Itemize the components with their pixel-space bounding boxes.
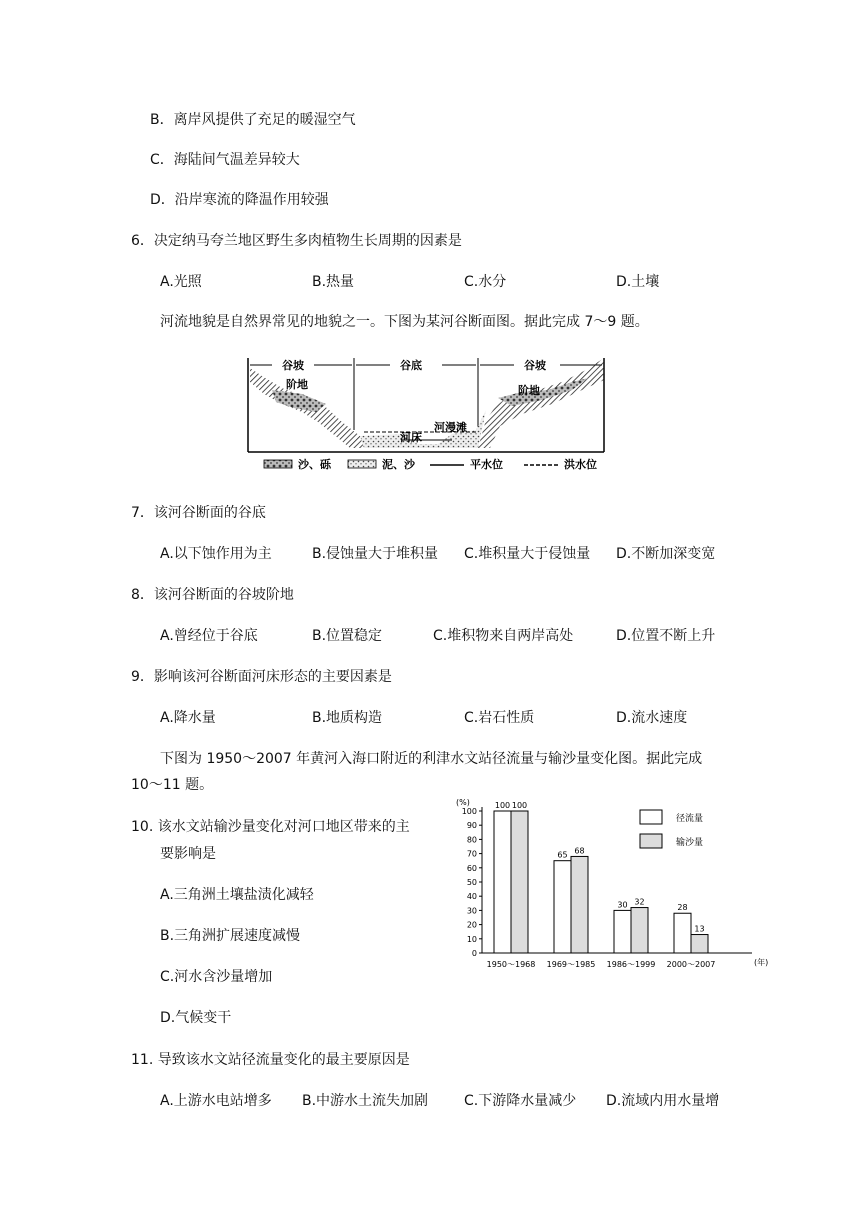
bar-value-label: 100: [494, 801, 511, 810]
legend-swatch-径流量: [640, 810, 662, 824]
bar-径流量: [614, 910, 631, 953]
q11-option-d: D.流域内用水量增: [606, 1093, 720, 1109]
label-right-terrace: 阶地: [518, 384, 540, 397]
q11-stem: 11. 导致该水文站径流量变化的最主要原因是: [131, 1052, 410, 1068]
river-valley-diagram: [242, 350, 612, 480]
y-axis-unit: (%): [456, 798, 470, 807]
q5-option-c: C．海陆间气温差异较大: [150, 152, 300, 168]
q10-stem-line2: 要影响是: [160, 846, 216, 862]
q6-option-d: D.土壤: [616, 274, 660, 290]
bar-value-label: 32: [634, 897, 645, 907]
legend-swatch-sand: [348, 460, 376, 468]
valley-floor-sediment: [360, 410, 486, 448]
label-floodplain: 河漫滩: [434, 421, 467, 434]
y-tick-label: 80: [466, 835, 477, 845]
intro-7-9: 河流地貌是自然界常见的地貌之一。下图为某河谷断面图。据此完成 7～9 题。: [160, 314, 649, 330]
label-valley-bottom: 谷底: [400, 359, 422, 372]
y-tick-label: 30: [466, 906, 477, 916]
y-tick-label: 60: [466, 863, 477, 873]
label-right-slope: 谷坡: [524, 359, 546, 372]
legend-swatch-输沙量: [640, 834, 662, 848]
q8-option-d: D.位置不断上升: [616, 628, 716, 644]
bar-输沙量: [571, 856, 588, 953]
y-tick-label: 70: [466, 849, 477, 859]
q9-option-d: D.流水速度: [616, 710, 688, 726]
bar-径流量: [494, 811, 511, 953]
legend-label-gravel: 沙、砾: [298, 458, 331, 471]
y-tick-label: 50: [466, 878, 477, 887]
q7-option-c: C.堆积量大于侵蚀量: [464, 546, 591, 562]
q7-stem: 7．该河谷断面的谷底: [131, 505, 266, 521]
y-tick-label: 100: [461, 807, 477, 816]
q8-option-b: B.位置稳定: [312, 628, 383, 644]
y-tick-label: 90: [466, 821, 477, 831]
runoff-sediment-bar-chart: [440, 796, 770, 976]
legend-label-径流量: 径流量: [676, 814, 704, 824]
x-tick-label: 1950～1968: [486, 960, 536, 969]
y-tick-label: 20: [466, 920, 477, 930]
bar-径流量: [554, 861, 571, 953]
q10-stem-line1: 10. 该水文站输沙量变化对河口地区带来的主: [131, 819, 410, 835]
q11-option-b: B.中游水土流失加剧: [302, 1093, 429, 1109]
q7-option-d: D.不断加深变宽: [616, 546, 716, 562]
y-tick-label: 10: [466, 934, 477, 944]
q8-option-a: A.曾经位于谷底: [160, 628, 258, 644]
q6-option-b: B.热量: [312, 274, 355, 290]
q9-stem: 9．影响该河谷断面河床形态的主要因素是: [131, 669, 392, 685]
q9-option-a: A.降水量: [160, 710, 216, 726]
legend-label-normal-level: 平水位: [470, 458, 503, 471]
q6-option-c: C.水分: [464, 274, 507, 290]
q8-option-c: C.堆积物来自两岸高处: [433, 628, 574, 644]
q6-option-a: A.光照: [160, 274, 202, 290]
x-tick-label: 2000～2007: [666, 960, 716, 969]
q10-option-a: A.三角洲土壤盐渍化减轻: [160, 887, 314, 903]
left-terrace-deposit: [272, 390, 326, 412]
bar-value-label: 68: [574, 846, 585, 856]
bar-value-label: 65: [557, 850, 568, 860]
bar-value-label: 28: [677, 903, 688, 913]
q5-option-b: B．离岸风提供了充足的暖湿空气: [150, 112, 356, 128]
q6-stem: 6．决定纳马夸兰地区野生多肉植物生长周期的因素是: [131, 233, 462, 249]
q9-option-c: C.岩石性质: [464, 710, 535, 726]
bar-value-label: 13: [694, 924, 705, 934]
y-tick-label: 40: [466, 892, 477, 902]
intro-10-11-line1: 下图为 1950～2007 年黄河入海口附近的利津水文站径流量与输沙量变化图。据此完成: [160, 751, 703, 767]
bar-输沙量: [511, 811, 528, 953]
q7-option-a: A.以下蚀作用为主: [160, 546, 272, 562]
label-left-slope: 谷坡: [282, 359, 304, 372]
q10-option-c: C.河水含沙量增加: [160, 969, 273, 985]
y-tick-label: 0: [471, 949, 477, 958]
intro-10-11-line2: 10～11 题。: [131, 777, 214, 793]
x-axis-unit: (年): [754, 958, 769, 967]
q9-option-b: B.地质构造: [312, 710, 383, 726]
legend-label-flood-level: 洪水位: [564, 458, 597, 471]
legend-label-sand: 泥、沙: [382, 458, 415, 471]
label-riverbed: 河床: [400, 431, 422, 444]
q10-option-d: D.气候变干: [160, 1010, 232, 1026]
bar-value-label: 30: [617, 900, 628, 910]
q11-option-a: A.上游水电站增多: [160, 1093, 272, 1109]
bar-value-label: 100: [511, 801, 528, 810]
q5-option-d: D．沿岸寒流的降温作用较强: [150, 192, 329, 208]
label-left-terrace: 阶地: [286, 378, 308, 391]
x-tick-label: 1986～1999: [606, 960, 656, 969]
x-tick-label: 1969～1985: [546, 960, 596, 969]
bar-径流量: [674, 913, 691, 953]
q8-stem: 8．该河谷断面的谷坡阶地: [131, 587, 294, 603]
q7-option-b: B.侵蚀量大于堆积量: [312, 546, 439, 562]
q10-option-b: B.三角洲扩展速度减慢: [160, 928, 301, 944]
bar-输沙量: [631, 908, 648, 953]
bar-输沙量: [691, 935, 708, 953]
legend-label-输沙量: 输沙量: [676, 838, 704, 848]
q11-option-c: C.下游降水量减少: [464, 1093, 577, 1109]
legend-swatch-gravel: [264, 460, 292, 468]
